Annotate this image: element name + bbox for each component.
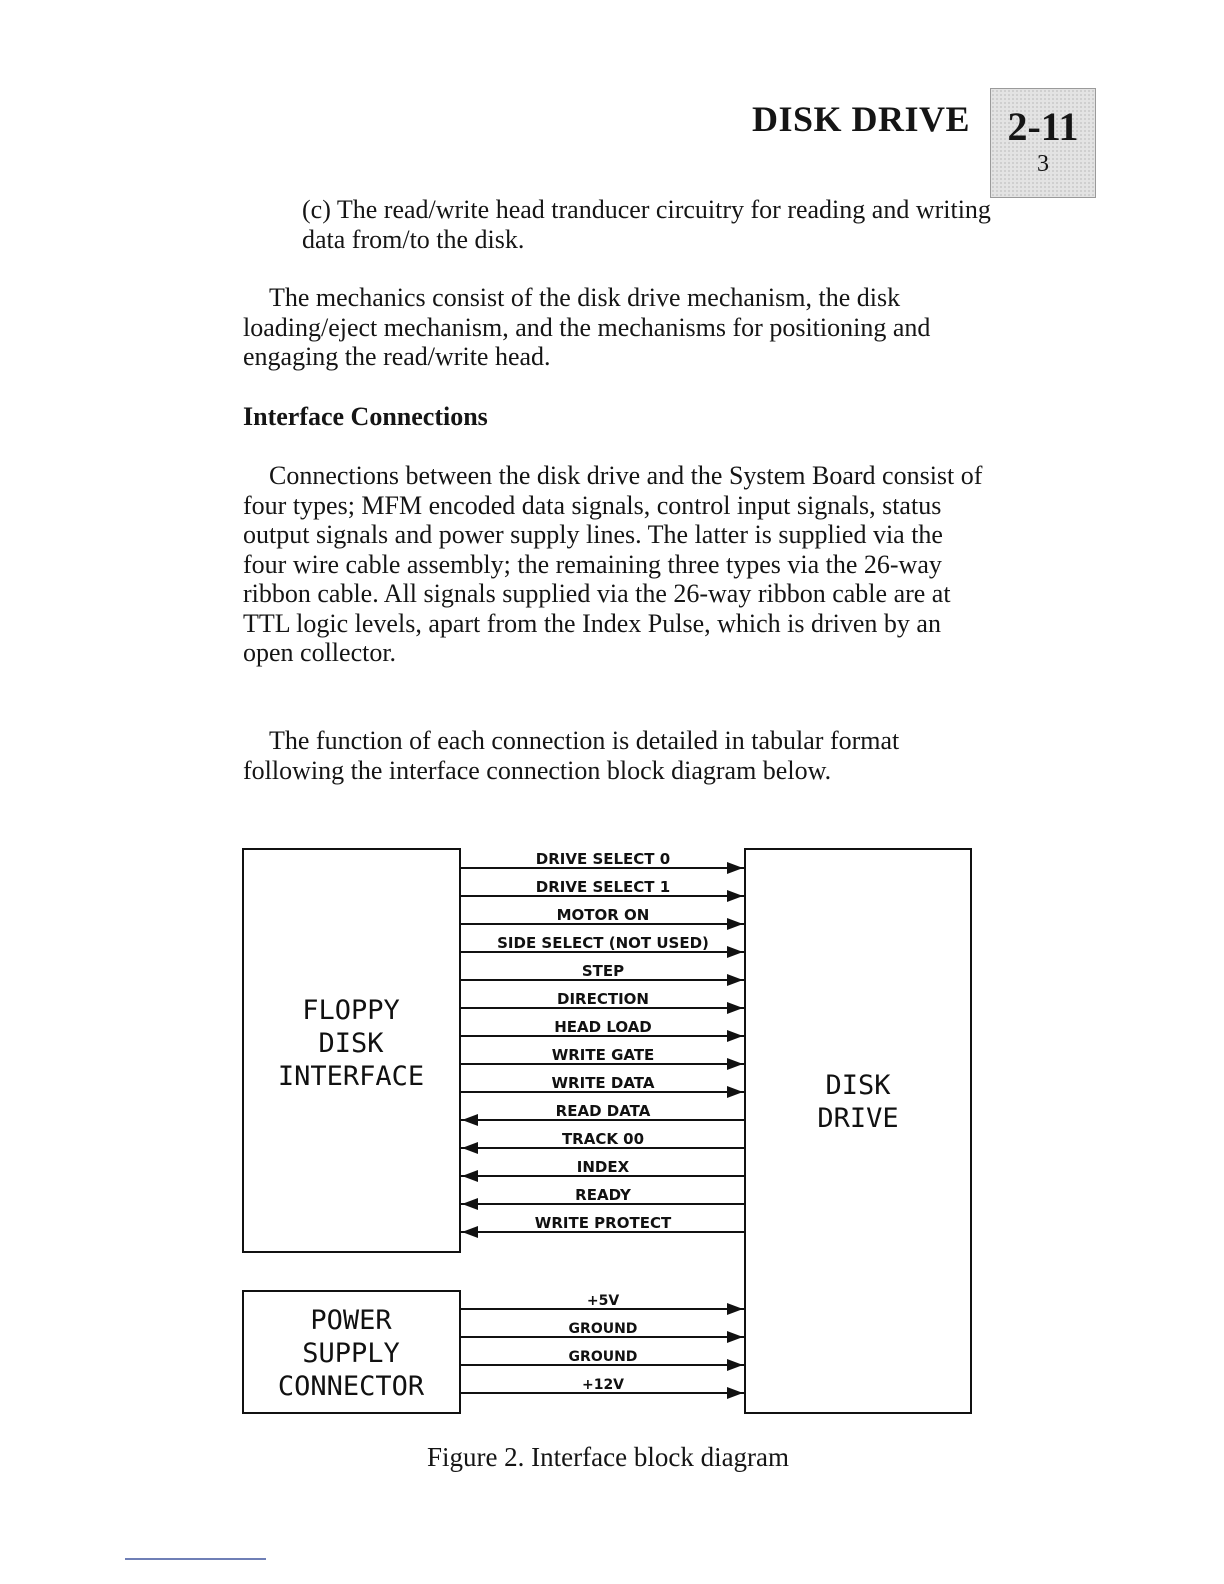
write-protect-signal-arrow bbox=[462, 1226, 478, 1238]
drive-select-0-signal-arrow bbox=[727, 862, 743, 874]
read-data-signal-label: READ DATA bbox=[555, 1102, 651, 1120]
paragraph-function: The function of each connection is detailed in tabular format following the interface connection block diagram below. bbox=[243, 726, 900, 785]
side-select-not-used-signal-arrow bbox=[727, 946, 743, 958]
drive-label-line-1: DISK bbox=[825, 1070, 891, 1101]
ground-power-label: GROUND bbox=[568, 1321, 638, 1337]
footer-rule bbox=[125, 1558, 266, 1560]
paragraph-mechanics: The mechanics consist of the disk drive mechanism, the disk loading/eject mechanism, and the mechanisms for positioning and engaging the read/write head. bbox=[243, 283, 931, 371]
12v-power-label: +12V bbox=[581, 1377, 625, 1393]
head-load-signal-arrow bbox=[727, 1030, 743, 1042]
motor-on-signal-label: MOTOR ON bbox=[556, 906, 650, 924]
ground-power-arrow bbox=[727, 1359, 743, 1371]
power-label-line-2: SUPPLY bbox=[302, 1338, 400, 1369]
section-heading: Interface Connections bbox=[243, 402, 488, 431]
ready-signal-arrow bbox=[462, 1198, 478, 1210]
drive-select-0-signal-label: DRIVE SELECT 0 bbox=[535, 850, 671, 868]
head-load-signal-label: HEAD LOAD bbox=[554, 1018, 652, 1036]
direction-signal-label: DIRECTION bbox=[557, 990, 649, 1008]
track-00-signal-label: TRACK 00 bbox=[561, 1130, 645, 1148]
drive-label-line-2: DRIVE bbox=[817, 1103, 899, 1134]
index-signal-arrow bbox=[462, 1170, 478, 1182]
5v-power-label: +5V bbox=[586, 1293, 620, 1309]
interface-label-line-1: FLOPPY bbox=[302, 995, 400, 1026]
ready-signal-label: READY bbox=[575, 1186, 631, 1204]
interface-label-line-3: INTERFACE bbox=[277, 1061, 425, 1092]
write-gate-signal-label: WRITE GATE bbox=[551, 1046, 655, 1064]
motor-on-signal-arrow bbox=[727, 918, 743, 930]
write-data-signal-arrow bbox=[727, 1086, 743, 1098]
5v-power-arrow bbox=[727, 1303, 743, 1315]
paragraph-connections: Connections between the disk drive and the System Board consist of four types; MFM encoded data signals, control input signals, status output signals and power supply lines. The latter is supplied via the four wire cable assembly; the remaining three types via the 26-way ribbon cable. All signals supplied via the 26-way ribbon cable are at TTL logic levels, apart from the Index Pulse, which is driven by an open collector. bbox=[243, 461, 983, 667]
power-label-line-1: POWER bbox=[310, 1305, 392, 1336]
step-signal-arrow bbox=[727, 974, 743, 986]
interface-label-line-2: DISK bbox=[318, 1028, 384, 1059]
list-item-c: (c) The read/write head tranducer circuitry for reading and writing data from/to the disk. bbox=[302, 195, 991, 254]
page-number: 3 bbox=[1037, 151, 1049, 177]
direction-signal-arrow bbox=[727, 1002, 743, 1014]
track-00-signal-arrow bbox=[462, 1142, 478, 1154]
drive-select-1-signal-label: DRIVE SELECT 1 bbox=[535, 878, 671, 896]
write-protect-signal-label: WRITE PROTECT bbox=[534, 1214, 672, 1232]
read-data-signal-arrow bbox=[462, 1114, 478, 1126]
step-signal-label: STEP bbox=[581, 962, 625, 980]
side-select-not-used-signal-label: SIDE SELECT (NOT USED) bbox=[497, 934, 709, 952]
write-gate-signal-arrow bbox=[727, 1058, 743, 1070]
page-header-title: DISK DRIVE bbox=[751, 99, 970, 139]
drive-select-1-signal-arrow bbox=[727, 890, 743, 902]
ground-power-arrow bbox=[727, 1331, 743, 1343]
section-number: 2-11 bbox=[1007, 104, 1079, 149]
write-data-signal-label: WRITE DATA bbox=[551, 1074, 655, 1092]
figure-caption: Figure 2. Interface block diagram bbox=[426, 1442, 790, 1472]
power-label-line-3: CONNECTOR bbox=[277, 1371, 425, 1402]
12v-power-arrow bbox=[727, 1387, 743, 1399]
index-signal-label: INDEX bbox=[576, 1158, 630, 1176]
ground-power-label: GROUND bbox=[568, 1349, 638, 1365]
